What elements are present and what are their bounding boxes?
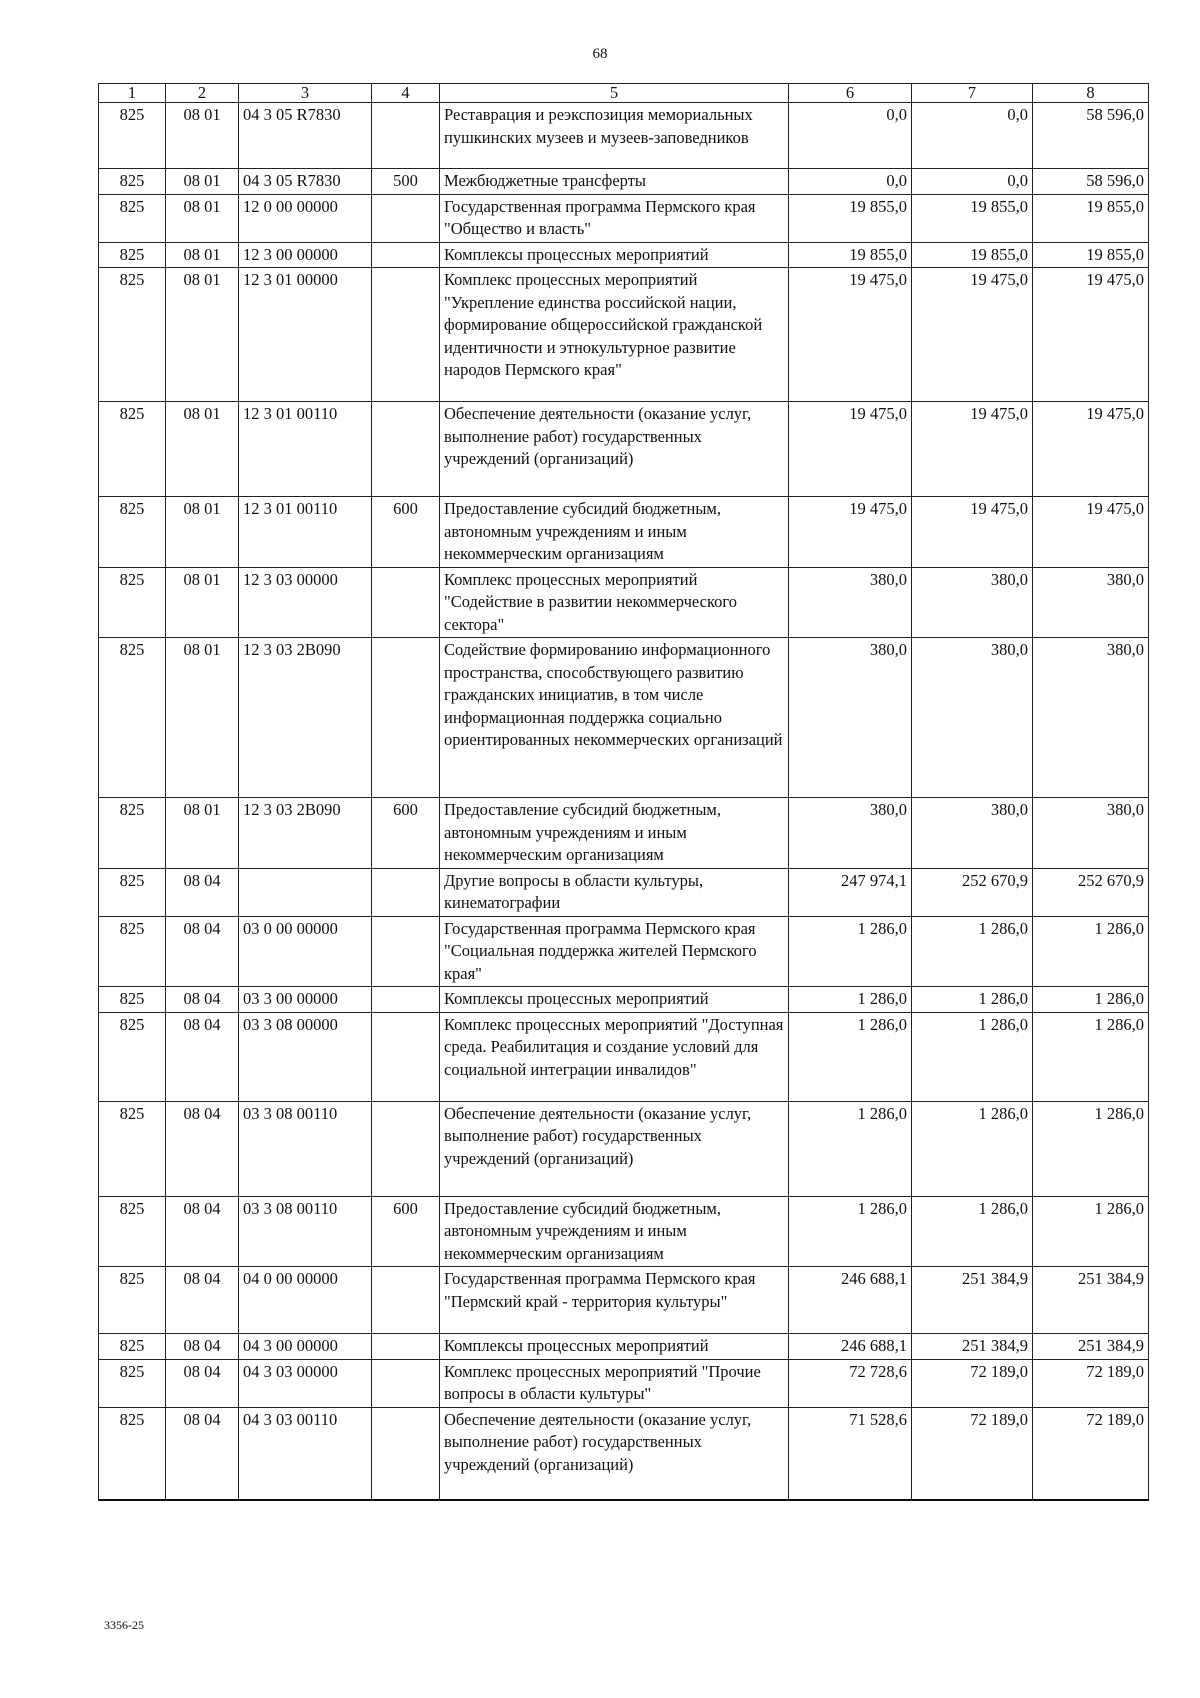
cell-amount-8: 72 189,0 <box>1033 1407 1149 1500</box>
cell-admin-code: 825 <box>99 194 166 242</box>
cell-admin-code: 825 <box>99 868 166 916</box>
cell-expense-type <box>372 1407 440 1500</box>
cell-amount-7: 19 475,0 <box>912 268 1033 402</box>
cell-section-code: 08 04 <box>166 1267 239 1334</box>
cell-amount-6: 380,0 <box>789 638 912 798</box>
cell-target-code: 04 3 03 00000 <box>239 1359 372 1407</box>
table-row <box>99 268 1149 402</box>
cell-amount-8: 1 286,0 <box>1033 1101 1149 1196</box>
table-row <box>99 1196 1149 1267</box>
cell-expense-type <box>372 1334 440 1360</box>
cell-target-code: 12 3 03 2В090 <box>239 638 372 798</box>
footer-document-code: 3356-25 <box>104 1618 144 1632</box>
cell-section-code: 08 04 <box>166 1334 239 1360</box>
cell-amount-6: 72 728,6 <box>789 1359 912 1407</box>
cell-amount-6: 19 855,0 <box>789 194 912 242</box>
cell-admin-code: 825 <box>99 497 166 568</box>
cell-admin-code: 825 <box>99 1267 166 1334</box>
cell-amount-8: 1 286,0 <box>1033 1012 1149 1101</box>
cell-amount-7: 380,0 <box>912 567 1033 638</box>
cell-section-code: 08 01 <box>166 268 239 402</box>
cell-description: Другие вопросы в области культуры, кинематографии <box>440 868 789 916</box>
cell-amount-7: 72 189,0 <box>912 1359 1033 1407</box>
cell-admin-code: 825 <box>99 1407 166 1500</box>
table-row <box>99 1359 1149 1407</box>
table-row <box>99 242 1149 268</box>
cell-amount-8: 58 596,0 <box>1033 169 1149 195</box>
cell-expense-type <box>372 268 440 402</box>
cell-amount-6: 19 475,0 <box>789 497 912 568</box>
cell-target-code: 04 3 05 R7830 <box>239 103 372 169</box>
cell-amount-6: 1 286,0 <box>789 987 912 1013</box>
table-row <box>99 638 1149 798</box>
cell-section-code: 08 04 <box>166 1012 239 1101</box>
cell-description: Комплексы процессных мероприятий <box>440 987 789 1013</box>
cell-expense-type <box>372 638 440 798</box>
cell-section-code: 08 04 <box>166 916 239 987</box>
cell-section-code: 08 01 <box>166 169 239 195</box>
cell-amount-8: 19 475,0 <box>1033 497 1149 568</box>
cell-amount-7: 0,0 <box>912 169 1033 195</box>
cell-admin-code: 825 <box>99 1196 166 1267</box>
cell-amount-6: 1 286,0 <box>789 1196 912 1267</box>
table-row <box>99 987 1149 1013</box>
cell-description: Комплексы процессных мероприятий <box>440 242 789 268</box>
cell-description: Реставрация и реэкспозиция мемориальных пушкинских музеев и музеев-заповедников <box>440 103 789 169</box>
cell-amount-7: 1 286,0 <box>912 1196 1033 1267</box>
cell-admin-code: 825 <box>99 638 166 798</box>
cell-description: Комплекс процессных мероприятий "Укрепление единства российской нации, формирование общероссийской гражданской идентичности и этнокультурное развитие народов Пермского края" <box>440 268 789 402</box>
cell-expense-type <box>372 916 440 987</box>
cell-amount-7: 1 286,0 <box>912 916 1033 987</box>
cell-amount-7: 252 670,9 <box>912 868 1033 916</box>
table-row <box>99 1407 1149 1500</box>
budget-table <box>98 83 1149 1501</box>
table-row <box>99 916 1149 987</box>
cell-target-code: 12 3 01 00000 <box>239 268 372 402</box>
cell-description: Межбюджетные трансферты <box>440 169 789 195</box>
cell-target-code: 03 3 00 00000 <box>239 987 372 1013</box>
cell-target-code: 03 3 08 00000 <box>239 1012 372 1101</box>
cell-admin-code: 825 <box>99 402 166 497</box>
table-row <box>99 1267 1149 1334</box>
cell-description: Обеспечение деятельности (оказание услуг, выполнение работ) государственных учреждений (организаций) <box>440 1407 789 1500</box>
cell-amount-7: 19 855,0 <box>912 242 1033 268</box>
header-col-5: 5 <box>440 84 789 103</box>
cell-amount-7: 1 286,0 <box>912 987 1033 1013</box>
cell-expense-type <box>372 194 440 242</box>
cell-amount-6: 19 475,0 <box>789 402 912 497</box>
cell-target-code: 03 3 08 00110 <box>239 1196 372 1267</box>
cell-target-code: 12 3 00 00000 <box>239 242 372 268</box>
cell-description: Обеспечение деятельности (оказание услуг, выполнение работ) государственных учреждений (организаций) <box>440 1101 789 1196</box>
cell-description: Государственная программа Пермского края "Социальная поддержка жителей Пермского края" <box>440 916 789 987</box>
cell-description: Предоставление субсидий бюджетным, автономным учреждениям и иным некоммерческим организациям <box>440 497 789 568</box>
cell-admin-code: 825 <box>99 103 166 169</box>
page-number: 68 <box>592 46 608 62</box>
table-row <box>99 798 1149 869</box>
cell-amount-6: 1 286,0 <box>789 916 912 987</box>
cell-target-code: 03 0 00 00000 <box>239 916 372 987</box>
cell-section-code: 08 01 <box>166 497 239 568</box>
cell-section-code: 08 01 <box>166 798 239 869</box>
cell-description: Предоставление субсидий бюджетным, автономным учреждениям и иным некоммерческим организациям <box>440 798 789 869</box>
cell-amount-6: 71 528,6 <box>789 1407 912 1500</box>
cell-section-code: 08 01 <box>166 194 239 242</box>
cell-amount-7: 72 189,0 <box>912 1407 1033 1500</box>
header-col-8: 8 <box>1033 84 1149 103</box>
cell-amount-7: 380,0 <box>912 638 1033 798</box>
cell-expense-type: 600 <box>372 497 440 568</box>
cell-expense-type <box>372 567 440 638</box>
cell-expense-type: 600 <box>372 1196 440 1267</box>
table-row <box>99 169 1149 195</box>
cell-target-code: 04 0 00 00000 <box>239 1267 372 1334</box>
cell-expense-type <box>372 242 440 268</box>
cell-target-code: 04 3 03 00110 <box>239 1407 372 1500</box>
cell-amount-7: 19 475,0 <box>912 402 1033 497</box>
cell-amount-7: 19 855,0 <box>912 194 1033 242</box>
header-col-2: 2 <box>166 84 239 103</box>
cell-amount-7: 251 384,9 <box>912 1267 1033 1334</box>
cell-section-code: 08 04 <box>166 868 239 916</box>
cell-section-code: 08 04 <box>166 1359 239 1407</box>
cell-amount-6: 1 286,0 <box>789 1012 912 1101</box>
cell-amount-7: 19 475,0 <box>912 497 1033 568</box>
cell-target-code: 12 3 03 2В090 <box>239 798 372 869</box>
table-row <box>99 567 1149 638</box>
cell-amount-6: 380,0 <box>789 567 912 638</box>
cell-amount-6: 19 855,0 <box>789 242 912 268</box>
cell-description: Государственная программа Пермского края "Общество и власть" <box>440 194 789 242</box>
cell-admin-code: 825 <box>99 268 166 402</box>
header-col-6: 6 <box>789 84 912 103</box>
table-row <box>99 868 1149 916</box>
cell-expense-type <box>372 1267 440 1334</box>
cell-section-code: 08 01 <box>166 638 239 798</box>
cell-admin-code: 825 <box>99 1101 166 1196</box>
cell-amount-8: 1 286,0 <box>1033 987 1149 1013</box>
table-row <box>99 1012 1149 1101</box>
cell-amount-6: 247 974,1 <box>789 868 912 916</box>
cell-amount-8: 380,0 <box>1033 567 1149 638</box>
table-row <box>99 497 1149 568</box>
cell-amount-7: 0,0 <box>912 103 1033 169</box>
cell-amount-6: 246 688,1 <box>789 1334 912 1360</box>
cell-expense-type <box>372 1012 440 1101</box>
cell-target-code <box>239 868 372 916</box>
cell-admin-code: 825 <box>99 987 166 1013</box>
table-row <box>99 1101 1149 1196</box>
header-col-7: 7 <box>912 84 1033 103</box>
cell-target-code: 12 3 01 00110 <box>239 402 372 497</box>
cell-description: Комплексы процессных мероприятий <box>440 1334 789 1360</box>
cell-amount-8: 19 855,0 <box>1033 194 1149 242</box>
cell-amount-8: 58 596,0 <box>1033 103 1149 169</box>
cell-amount-8: 19 855,0 <box>1033 242 1149 268</box>
cell-expense-type <box>372 987 440 1013</box>
cell-admin-code: 825 <box>99 1012 166 1101</box>
cell-expense-type <box>372 103 440 169</box>
cell-amount-6: 0,0 <box>789 169 912 195</box>
cell-admin-code: 825 <box>99 798 166 869</box>
cell-amount-7: 251 384,9 <box>912 1334 1033 1360</box>
cell-target-code: 04 3 05 R7830 <box>239 169 372 195</box>
cell-amount-6: 246 688,1 <box>789 1267 912 1334</box>
cell-section-code: 08 01 <box>166 402 239 497</box>
cell-amount-8: 251 384,9 <box>1033 1334 1149 1360</box>
cell-admin-code: 825 <box>99 916 166 987</box>
cell-amount-8: 1 286,0 <box>1033 916 1149 987</box>
cell-expense-type <box>372 1359 440 1407</box>
cell-section-code: 08 01 <box>166 103 239 169</box>
cell-target-code: 12 0 00 00000 <box>239 194 372 242</box>
cell-admin-code: 825 <box>99 567 166 638</box>
table-row <box>99 103 1149 169</box>
cell-section-code: 08 01 <box>166 242 239 268</box>
cell-description: Содействие формированию информационного пространства, способствующего развитию гражданских инициатив, в том числе информационная поддержка социально ориентированных некоммерческих организаций <box>440 638 789 798</box>
header-col-4: 4 <box>372 84 440 103</box>
cell-description: Комплекс процессных мероприятий "Содействие в развитии некоммерческого сектора" <box>440 567 789 638</box>
cell-section-code: 08 04 <box>166 1101 239 1196</box>
cell-description: Обеспечение деятельности (оказание услуг, выполнение работ) государственных учреждений (организаций) <box>440 402 789 497</box>
cell-amount-6: 0,0 <box>789 103 912 169</box>
cell-admin-code: 825 <box>99 242 166 268</box>
cell-section-code: 08 04 <box>166 1407 239 1500</box>
cell-target-code: 12 3 01 00110 <box>239 497 372 568</box>
cell-amount-6: 380,0 <box>789 798 912 869</box>
cell-section-code: 08 01 <box>166 567 239 638</box>
cell-amount-8: 19 475,0 <box>1033 402 1149 497</box>
cell-expense-type <box>372 402 440 497</box>
cell-target-code: 12 3 03 00000 <box>239 567 372 638</box>
cell-amount-7: 380,0 <box>912 798 1033 869</box>
cell-amount-7: 1 286,0 <box>912 1012 1033 1101</box>
header-col-3: 3 <box>239 84 372 103</box>
cell-target-code: 04 3 00 00000 <box>239 1334 372 1360</box>
cell-description: Комплекс процессных мероприятий "Доступная среда. Реабилитация и создание условий для социальной интеграции инвалидов" <box>440 1012 789 1101</box>
cell-admin-code: 825 <box>99 1359 166 1407</box>
cell-amount-6: 1 286,0 <box>789 1101 912 1196</box>
cell-description: Предоставление субсидий бюджетным, автономным учреждениям и иным некоммерческим организациям <box>440 1196 789 1267</box>
cell-amount-8: 72 189,0 <box>1033 1359 1149 1407</box>
cell-expense-type: 600 <box>372 798 440 869</box>
cell-section-code: 08 04 <box>166 987 239 1013</box>
cell-amount-8: 380,0 <box>1033 798 1149 869</box>
cell-amount-7: 1 286,0 <box>912 1101 1033 1196</box>
cell-expense-type <box>372 1101 440 1196</box>
table-row <box>99 1334 1149 1360</box>
cell-section-code: 08 04 <box>166 1196 239 1267</box>
table-row <box>99 194 1149 242</box>
cell-amount-6: 19 475,0 <box>789 268 912 402</box>
cell-description: Комплекс процессных мероприятий "Прочие вопросы в области культуры" <box>440 1359 789 1407</box>
cell-description: Государственная программа Пермского края "Пермский край - территория культуры" <box>440 1267 789 1334</box>
header-col-1: 1 <box>99 84 166 103</box>
cell-amount-8: 252 670,9 <box>1033 868 1149 916</box>
cell-amount-8: 251 384,9 <box>1033 1267 1149 1334</box>
cell-expense-type: 500 <box>372 169 440 195</box>
cell-target-code: 03 3 08 00110 <box>239 1101 372 1196</box>
cell-admin-code: 825 <box>99 169 166 195</box>
cell-amount-8: 380,0 <box>1033 638 1149 798</box>
table-row <box>99 402 1149 497</box>
cell-expense-type <box>372 868 440 916</box>
cell-amount-8: 1 286,0 <box>1033 1196 1149 1267</box>
cell-admin-code: 825 <box>99 1334 166 1360</box>
header-row <box>99 84 1149 103</box>
cell-amount-8: 19 475,0 <box>1033 268 1149 402</box>
